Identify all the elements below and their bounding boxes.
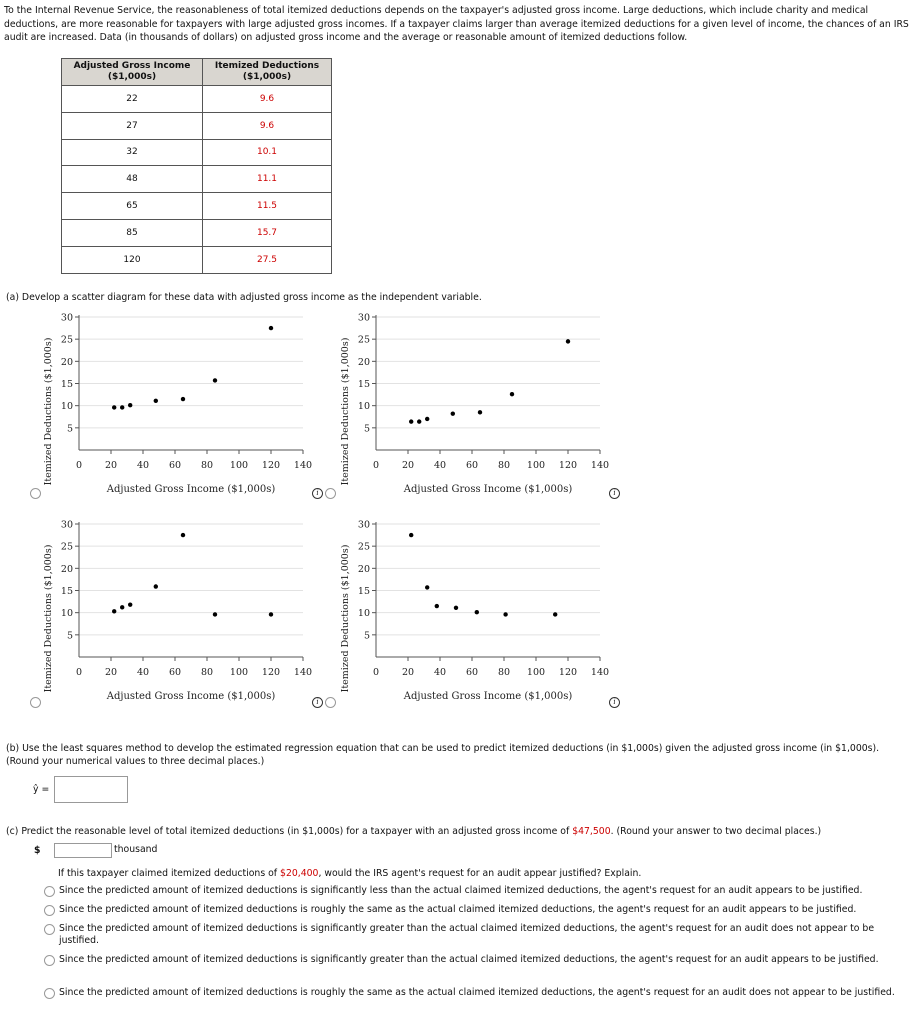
y-tick-label: 30 [60,312,73,324]
chart-1-radio[interactable] [30,488,41,499]
header-agi: Adjusted Gross Income ($1,000s) [62,59,203,86]
y-tick-label: 5 [363,423,370,435]
data-point [128,403,132,407]
x-tick-label: 60 [465,460,479,471]
data-point [475,610,479,614]
x-tick-label: 80 [497,460,511,471]
option-label: Since the predicted amount of itemized deductions is roughly the same as the actual claimed itemized deductions, the agent's request for an audit does not appear to be justified. [59,987,895,998]
y-tick-label: 15 [357,586,370,597]
y-tick-label: 20 [357,356,370,368]
deduction-cell: 9.6 [203,112,332,139]
x-tick-label: 0 [372,667,380,678]
scatter-chart-3 [38,512,313,702]
x-tick-label: 60 [168,667,182,678]
data-point [120,605,124,609]
data-point [425,585,429,589]
table-row [62,219,332,246]
y-tick-label: 30 [60,519,73,531]
y-tick-label: 25 [60,334,73,346]
option-radio[interactable] [44,924,55,935]
y-tick-label: 25 [60,541,73,553]
x-axis-label: Adjusted Gross Income ($1,000s) [403,484,573,495]
data-point [128,602,132,606]
x-tick-label: 40 [136,667,150,678]
x-tick-label: 40 [433,667,447,678]
agi-cell: 32 [62,139,203,166]
deduction-cell: 15.7 [203,219,332,246]
y-tick-label: 15 [60,586,73,597]
x-tick-label: 140 [590,460,610,471]
option-label: Since the predicted amount of itemized deductions is significantly greater than the actual claimed itemized deductions, the agent's request for an audit appears to be justified. [59,954,879,965]
option-2[interactable] [59,904,909,916]
scatter-chart-1 [38,305,313,495]
x-tick-label: 100 [229,460,249,471]
x-tick-label: 0 [75,667,83,678]
option-radio[interactable] [44,905,55,916]
thousand-label: thousand [114,844,158,855]
x-tick-label: 140 [293,667,313,678]
y-tick-label: 15 [357,379,370,390]
option-5[interactable] [59,987,909,999]
data-point [454,606,458,610]
part-c-text: (c) Predict the reasonable level of total itemized deductions (in $1,000s) for a taxpayer with an adjusted gross income of [6,826,573,837]
option-1[interactable] [59,885,909,897]
deduction-cell: 9.6 [203,86,332,113]
data-point [409,533,413,537]
x-tick-label: 0 [75,460,83,471]
y-axis-label: Itemized Deductions ($1,000s) [43,544,54,693]
data-point [154,399,158,403]
problem-intro: To the Internal Revenue Service, the reasonableness of total itemized deductions depends on the taxpayer's adjusted gross income. Large deductions, which include charity and medical deductions, are more reasonable for taxpayers with large adjusted gross incomes. If a taxpayer claims larger than average itemized deductions for a given level of income, the chances of an IRS audit are increased. Data (in thousands of dollars) on adjusted gross income and the average or reasonable amount of itemized deductions follow. [4,5,909,43]
x-tick-label: 120 [261,667,281,678]
claimed-amount: $20,400 [280,868,319,879]
x-tick-label: 20 [401,667,415,678]
agi-cell: 48 [62,166,203,193]
y-tick-label: 5 [66,423,73,435]
chart-2-radio[interactable] [325,488,336,499]
x-tick-label: 120 [261,460,281,471]
info-icon[interactable]: i [609,488,620,499]
x-tick-label: 0 [372,460,380,471]
agi-cell: 65 [62,193,203,220]
data-point [510,392,514,396]
y-tick-label: 20 [357,563,370,575]
table-row [62,139,332,166]
deduction-cell: 27.5 [203,246,332,273]
x-tick-label: 80 [200,667,214,678]
part-c-text-end: . (Round your answer to two decimal places.) [610,826,822,837]
data-point [112,405,116,409]
y-tick-label: 5 [363,630,370,642]
x-tick-label: 20 [104,667,118,678]
part-b-question: (b) Use the least squares method to develop the estimated regression equation that can be used to predict itemized deductions (in $1,000s) given the adjusted gross income (in $1,000s). (Round your numerical values to three decimal places.) [6,743,880,767]
data-point [451,411,455,415]
data-point [213,612,217,616]
y-tick-label: 10 [357,608,370,620]
audit-question [58,867,908,880]
option-label: Since the predicted amount of itemized deductions is significantly greater than the actual claimed itemized deductions, the agent's request for an audit does not appear to be justified. [59,923,875,946]
option-radio[interactable] [44,886,55,897]
y-tick-label: 30 [357,519,370,531]
y-tick-label: 10 [60,608,73,620]
part-a-question: (a) Develop a scatter diagram for these data with adjusted gross income as the independent variable. [6,292,482,303]
x-tick-label: 60 [168,460,182,471]
info-icon[interactable]: i [312,488,323,499]
header-deductions: Itemized Deductions ($1,000s) [203,59,332,86]
y-tick-label: 25 [357,541,370,553]
option-4[interactable] [59,954,909,966]
yhat-label: ŷ = [33,784,50,795]
data-point [503,612,507,616]
option-radio[interactable] [44,988,55,999]
regression-equation-input[interactable] [54,776,128,803]
data-point [181,397,185,401]
data-point [120,405,124,409]
y-tick-label: 15 [60,379,73,390]
table-row [62,193,332,220]
x-tick-label: 20 [401,460,415,471]
y-tick-label: 10 [60,401,73,413]
data-point [553,612,557,616]
x-tick-label: 140 [590,667,610,678]
x-tick-label: 80 [200,460,214,471]
table-row [62,86,332,113]
data-point [213,378,217,382]
y-tick-label: 20 [60,356,73,368]
y-tick-label: 5 [66,630,73,642]
x-tick-label: 20 [104,460,118,471]
data-point [417,419,421,423]
x-tick-label: 60 [465,667,479,678]
agi-cell: 27 [62,112,203,139]
x-tick-label: 120 [558,667,578,678]
agi-cell: 85 [62,219,203,246]
agi-amount: $47,500 [572,826,611,837]
y-tick-label: 25 [357,334,370,346]
table-row [62,112,332,139]
prediction-input[interactable] [54,843,112,858]
data-point [425,417,429,421]
chart-3-radio[interactable] [30,697,41,708]
info-icon[interactable]: i [312,697,323,708]
data-point [112,609,116,613]
data-point [566,339,570,343]
chart-4-radio[interactable] [325,697,336,708]
y-tick-label: 30 [357,312,370,324]
data-point [269,612,273,616]
deduction-cell: 10.1 [203,139,332,166]
x-tick-label: 140 [293,460,313,471]
x-tick-label: 100 [229,667,249,678]
y-axis-label: Itemized Deductions ($1,000s) [340,544,351,693]
deduction-cell: 11.5 [203,193,332,220]
audit-text-end: , would the IRS agent's request for an audit appear justified? Explain. [318,868,642,879]
deduction-cell: 11.1 [203,166,332,193]
y-axis-label: Itemized Deductions ($1,000s) [43,337,54,486]
info-icon[interactable]: i [609,697,620,708]
data-point [409,419,413,423]
x-tick-label: 40 [433,460,447,471]
y-tick-label: 10 [357,401,370,413]
x-tick-label: 100 [526,460,546,471]
agi-cell: 22 [62,86,203,113]
x-tick-label: 100 [526,667,546,678]
x-tick-label: 40 [136,460,150,471]
x-axis-label: Adjusted Gross Income ($1,000s) [106,691,276,702]
part-c-question [6,825,906,838]
dollar-sign: $ [34,845,41,856]
data-point [269,326,273,330]
audit-text: If this taxpayer claimed itemized deductions of [58,868,281,879]
option-label: Since the predicted amount of itemized deductions is significantly less than the actual claimed itemized deductions, the agent's request for an audit appears to be justified. [59,885,863,896]
option-3[interactable] [59,923,909,947]
x-axis-label: Adjusted Gross Income ($1,000s) [106,484,276,495]
table-row [62,246,332,273]
x-axis-label: Adjusted Gross Income ($1,000s) [403,691,573,702]
option-label: Since the predicted amount of itemized deductions is roughly the same as the actual claimed itemized deductions, the agent's request for an audit appears to be justified. [59,904,857,915]
data-point [154,584,158,588]
data-point [435,604,439,608]
y-axis-label: Itemized Deductions ($1,000s) [340,337,351,486]
scatter-chart-2 [335,305,610,495]
x-tick-label: 120 [558,460,578,471]
y-tick-label: 20 [60,563,73,575]
x-tick-label: 80 [497,667,511,678]
table-row [62,166,332,193]
data-point [478,410,482,414]
option-radio[interactable] [44,955,55,966]
data-point [181,533,185,537]
agi-cell: 120 [62,246,203,273]
data-table [61,58,332,274]
scatter-chart-4 [335,512,610,702]
